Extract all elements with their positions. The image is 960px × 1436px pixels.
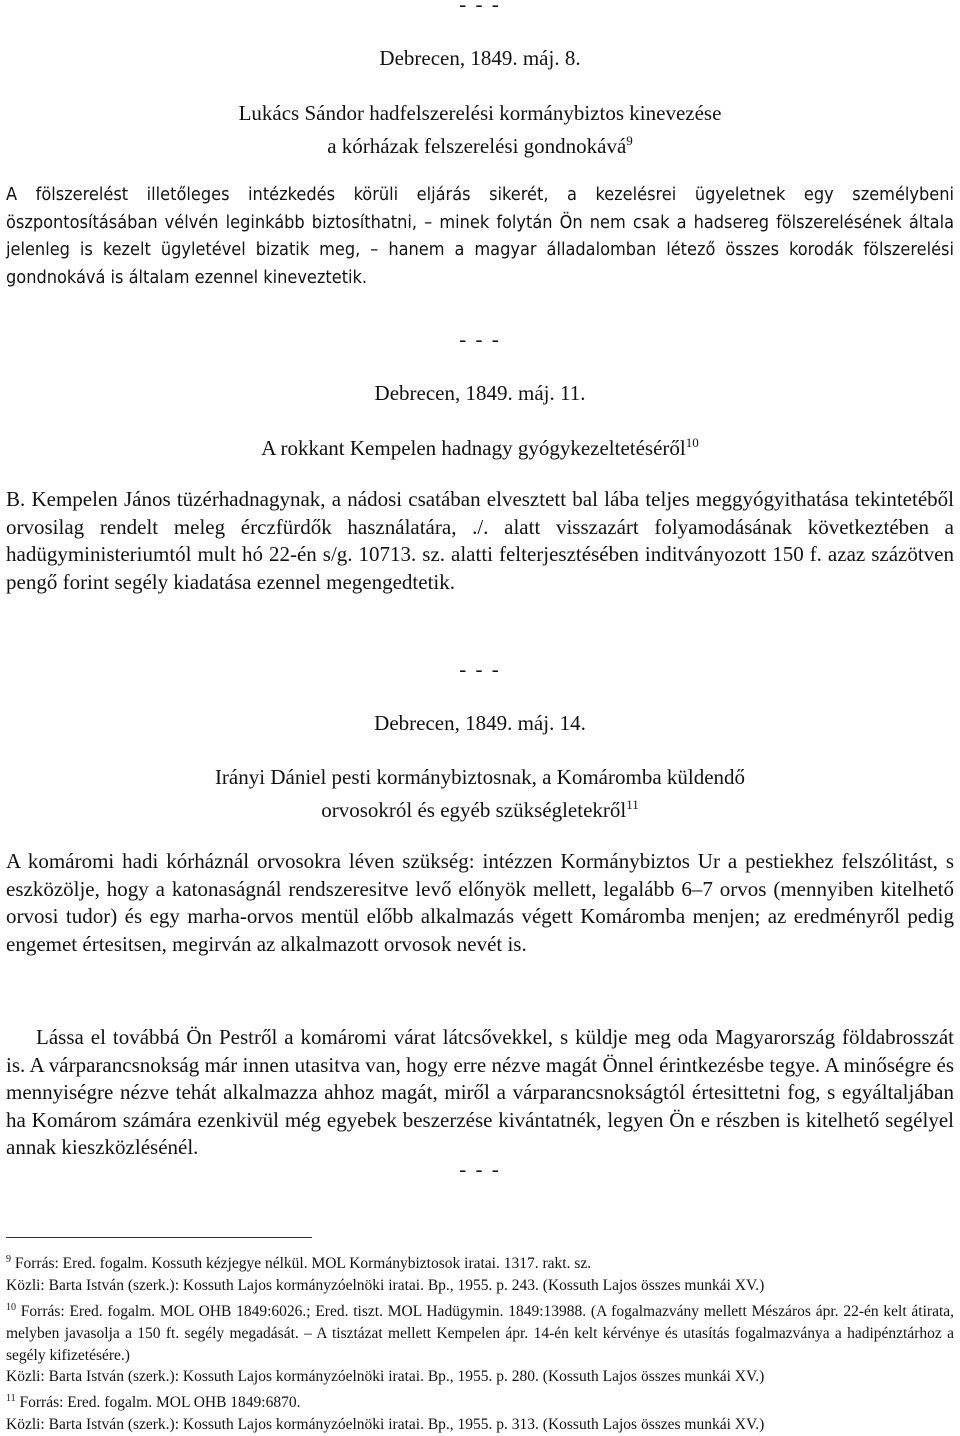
footnotes [6, 1249, 954, 1436]
footnote-line: Közli: Barta István (szerk.): Kossuth Lajos kormányzóelnöki iratai. Bp., 1955. p. 313. (Kossuth Lajos összes munkái XV.) [6, 1416, 765, 1434]
section-separator: - - - [459, 657, 501, 681]
footnote-text: Forrás: Ered. fogalm. MOL OHB 1849:6026.; Ered. tiszt. MOL Hadügymin. 1849:13988. (A fogalmazvány mellett Mészáros ápr. 22-én kelt átirata, melyben javasolja a 150 ft. segély megadását. – A tisztázat mellett Kempelen ápr. 14-én kelt kérvénye és utasítás fogalmazványa a hadipénztárhoz a segély kifizetésére.) [6, 1302, 955, 1364]
footnote-number: 11 [6, 1393, 16, 1405]
section-date: Debrecen, 1849. máj. 14. [374, 711, 586, 735]
section-title [6, 763, 954, 824]
footnote-line [6, 1388, 954, 1414]
closing-separator: - - - [459, 1157, 501, 1181]
footnote-number: 10 [6, 1301, 16, 1313]
title-line-text: A rokkant Kempelen hadnagy gyógykezeltetéséről [261, 436, 686, 460]
section-paragraph: B. Kempelen János tüzérhadnagynak, a nádosi csatában elvesztett bal lába teljes meggyógyithatása tekintetéből orvosilag rendelt meleg érczfürdők használatára, ./. alatt visszazárt folyamodásának következtében a hadügyministeriumtól mult hó 22-én s/g. 10713. sz. alatti felterjesztésében inditványozott 150 f. azaz százötven pengő forint segély kiadatása ezennel megengedtetik. [6, 487, 954, 594]
footnote-ref: 11 [626, 797, 639, 812]
footnote-ref: 9 [626, 133, 633, 148]
section-separator: - - - [459, 327, 501, 351]
title-line [6, 791, 954, 824]
section-title [6, 99, 954, 160]
footnote-line [6, 1249, 954, 1275]
section-paragraph: A fölszerelést illetőleges intézkedés körüli eljárás sikerét, a kezelésrei ügyeletnek egy személybeni öszpontosításában vélvén leginkább biztosíthatni, – minek folytán Ön nem csak a hadsereg fölszerelésének általa jelenleg is kezelt ügyletével bizatik meg, – hanem a magyar álladalomban létező összes korodák fölszerelési gondnokává is általam ezennel kineveztetik. [6, 184, 954, 288]
footnote-divider [6, 1237, 312, 1238]
section-date: Debrecen, 1849. máj. 11. [374, 381, 586, 405]
title-line-text: orvosokról és egyéb szükségletekről [321, 798, 627, 822]
footnote-ref: 10 [685, 435, 699, 450]
footnote-line: Közli: Barta István (szerk.): Kossuth Lajos kormányzóelnöki iratai. Bp., 1955. p. 280. (Kossuth Lajos összes munkái XV.) [6, 1368, 765, 1386]
section-date: Debrecen, 1849. máj. 8. [379, 46, 581, 70]
top-separator: - - - [459, 0, 501, 16]
title-line: Lukács Sándor hadfelszerelési kormánybiztos kinevezése [238, 101, 722, 125]
footnote-number: 9 [6, 1254, 11, 1265]
footnote-text: Forrás: Ered. fogalm. Kossuth kézjegye nélkül. MOL Kormánybiztosok iratai. 1317. rakt. sz. [14, 1255, 592, 1273]
title-line-text: a kórházak felszerelési gondnokává [327, 134, 627, 158]
title-line [6, 127, 954, 160]
footnote-line: Közli: Barta István (szerk.): Kossuth Lajos kormányzóelnöki iratai. Bp., 1955. p. 243. (Kossuth Lajos összes munkái XV.) [6, 1276, 765, 1294]
section-paragraph: Lássa el továbbá Ön Pestről a komáromi várat látcsővekkel, s küldje meg oda Magyarország földabrosszát is. A várparancsnokság már innen utasitva van, hogy erre nézve magát Önnel érintkezésbe tegye. A minőségre és mennyiségre nézve tehát alkalmazza ahhoz magát, miről a várparancsnokságtól értesittetni fog, s egyáltaljában ha Komárom számára ezenkivül még egyebek beszerzése kivántatnék, legyen Ön e részben is kitelhető segélyel annak kieszközlésénél. [6, 1025, 954, 1159]
footnote-line [6, 1297, 954, 1367]
title-line: Irányi Dániel pesti kormánybiztosnak, a Komáromba küldendő [214, 765, 746, 789]
section-title [6, 429, 954, 462]
footnote-text: Forrás: Ered. fogalm. MOL OHB 1849:6870. [19, 1394, 301, 1412]
section-paragraph: A komáromi hadi kórháznál orvosokra léven szükség: intézzen Kormánybiztos Ur a pestiekhez felszólitást, s eszközölje, hogy a katonaságnál rendszeresitve levő előnyök mellett, legalább 6–7 orvos (mennyiben kitelhető orvosi tudor) és egy marha-orvos mentül előbb alkalmazás végett Komáromba menjen; az eredményről pedig engemet értesitsen, megirván az alkalmazott orvosok nevét is. [6, 849, 954, 956]
